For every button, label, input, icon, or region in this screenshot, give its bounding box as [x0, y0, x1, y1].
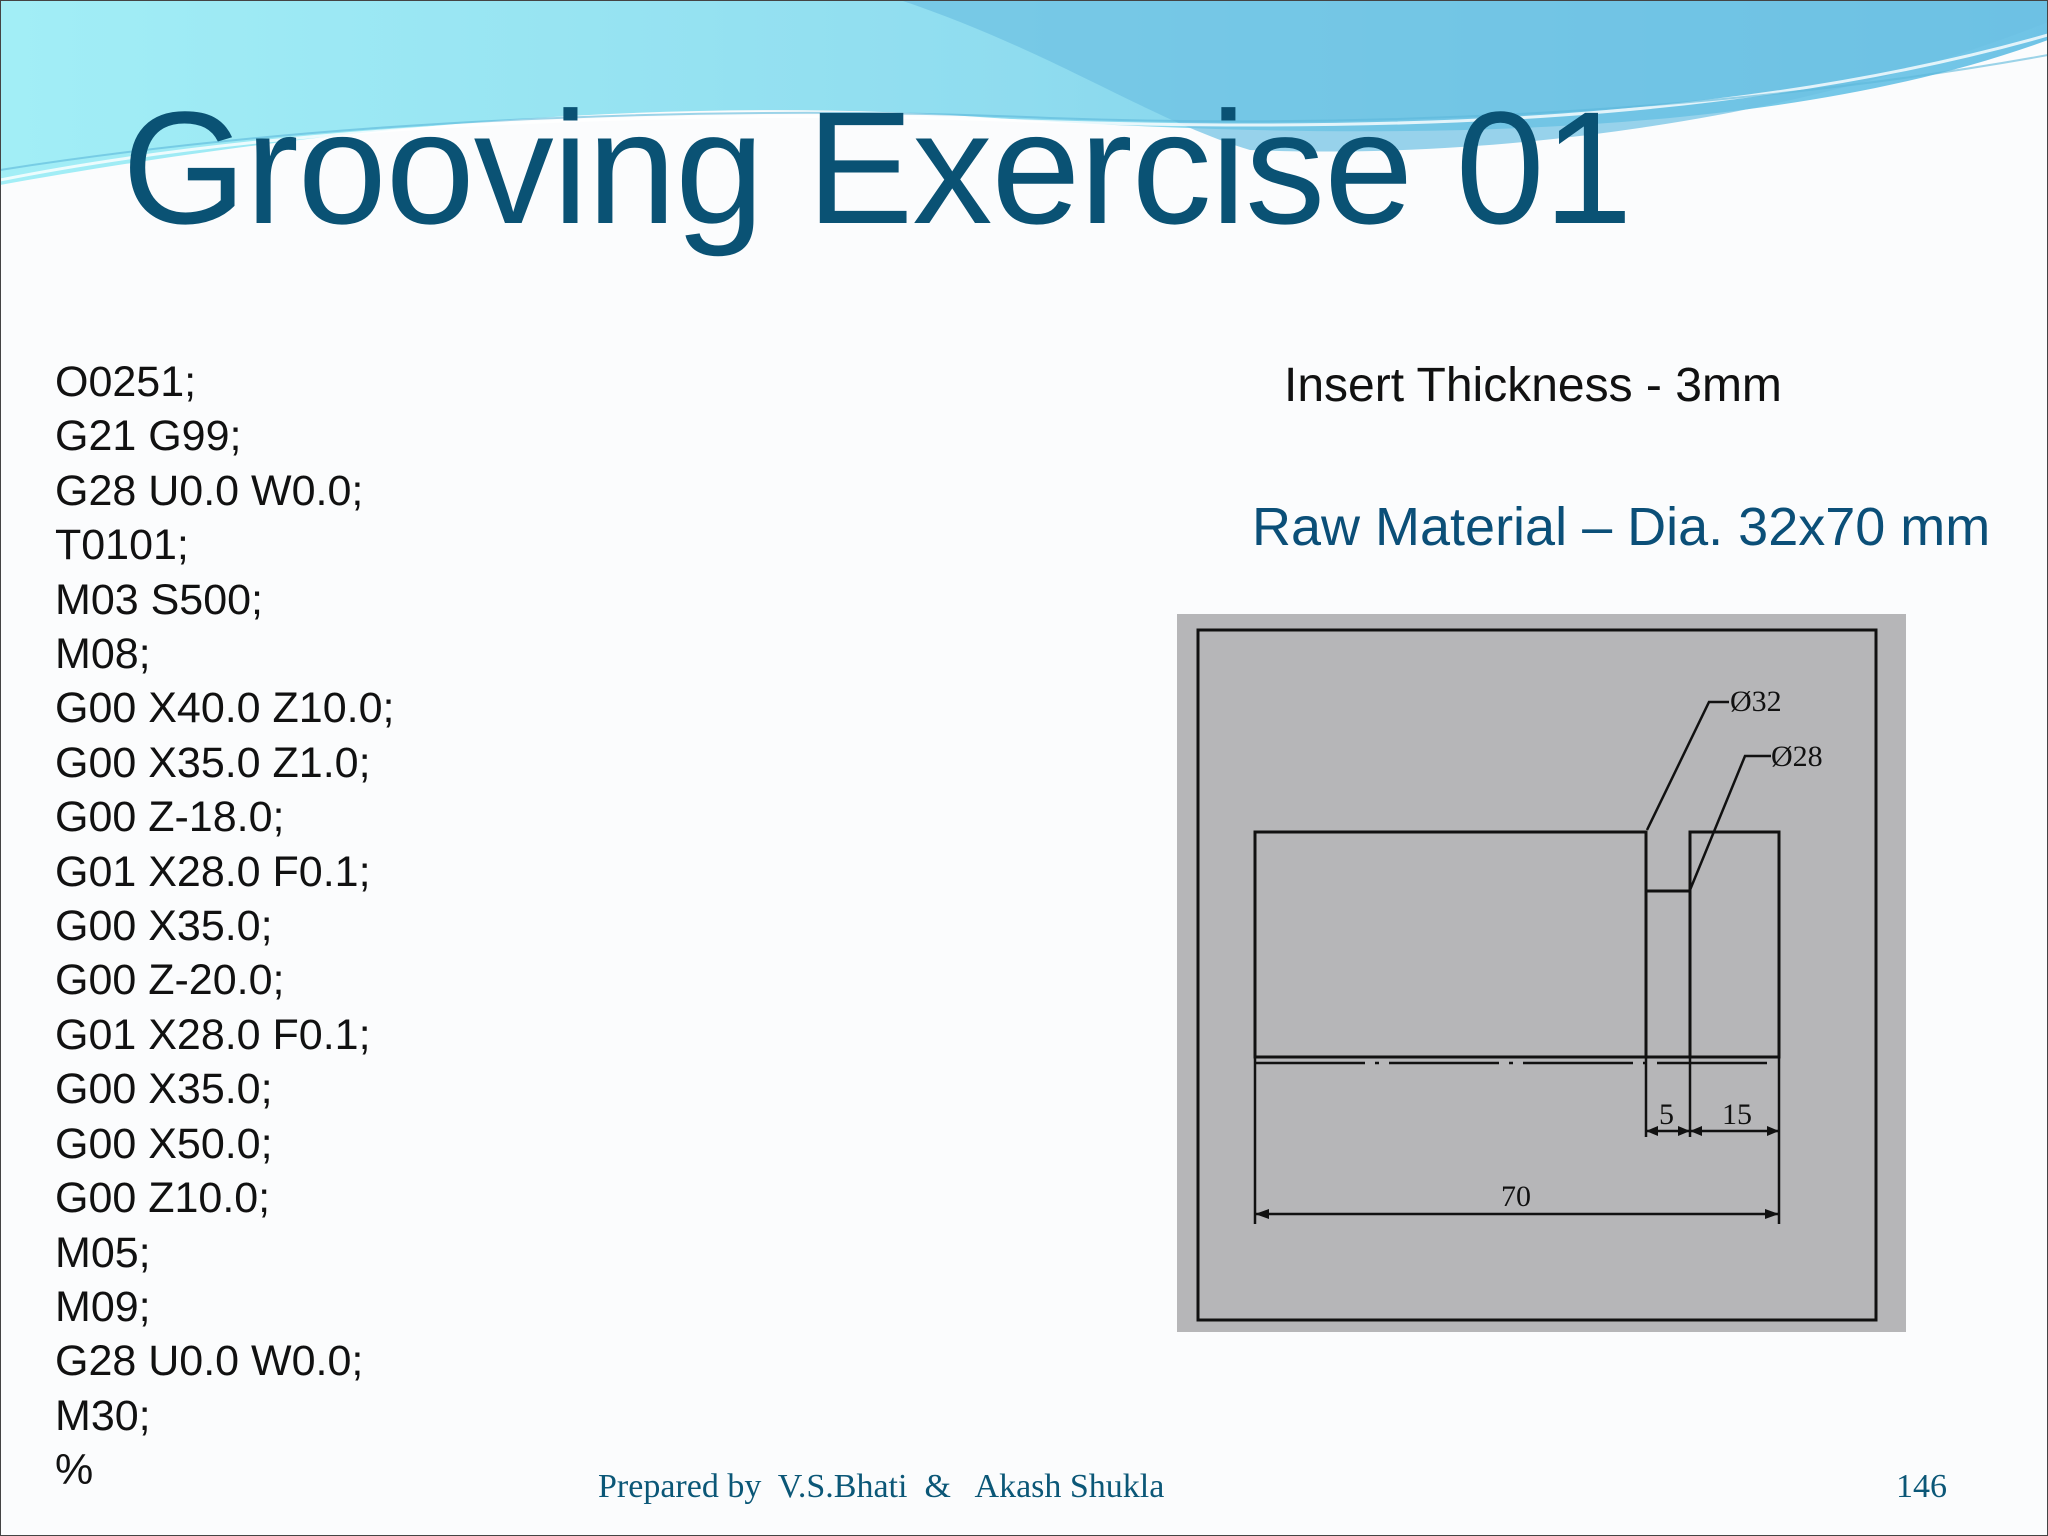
dim-total: 70: [1501, 1180, 1531, 1213]
code-line: G00 X50.0;: [55, 1119, 273, 1168]
code-line: O0251;: [55, 358, 197, 406]
footer-credits: Prepared by V.S.Bhati & Akash Shukla: [598, 1468, 1165, 1505]
code-line: G21 G99;: [55, 412, 242, 461]
code-line: G28 U0.0 W0.0;: [55, 466, 364, 515]
code-line: M30;: [55, 1391, 151, 1440]
dim-groove-width: 5: [1659, 1098, 1674, 1131]
code-line: M05;: [55, 1228, 151, 1277]
code-line: G00 Z-20.0;: [55, 956, 285, 1005]
drawing-background: [1177, 614, 1906, 1332]
slide-title: Grooving Exercise 01: [122, 78, 1632, 257]
code-line: G00 X40.0 Z10.0;: [55, 684, 395, 733]
code-line: M03 S500;: [55, 575, 263, 624]
code-line: M09;: [55, 1282, 151, 1331]
code-line: T0101;: [55, 521, 189, 570]
cnc-program-listing: [55, 355, 394, 1498]
code-line: G01 X28.0 F0.1;: [55, 847, 371, 896]
code-line: M08;: [55, 630, 151, 679]
dim-end: 15: [1722, 1098, 1752, 1131]
code-line: G01 X28.0 F0.1;: [55, 1010, 371, 1059]
code-line: G28 U0.0 W0.0;: [55, 1337, 364, 1386]
code-line: G00 Z10.0;: [55, 1174, 271, 1223]
raw-material-note: Raw Material – Dia. 32x70 mm: [1252, 497, 1991, 557]
code-line: G00 X35.0;: [55, 902, 273, 951]
code-line: %: [55, 1446, 94, 1495]
code-line: G00 X35.0;: [55, 1065, 273, 1114]
page-number: 146: [1896, 1468, 1947, 1505]
dia-groove-label: Ø28: [1771, 740, 1823, 773]
code-line: G00 X35.0 Z1.0;: [55, 738, 371, 787]
grooving-part-drawing: [1177, 614, 1906, 1332]
dia-outer-label: Ø32: [1730, 685, 1782, 718]
code-line: G00 Z-18.0;: [55, 793, 285, 842]
insert-thickness-note: Insert Thickness - 3mm: [1284, 359, 1782, 412]
